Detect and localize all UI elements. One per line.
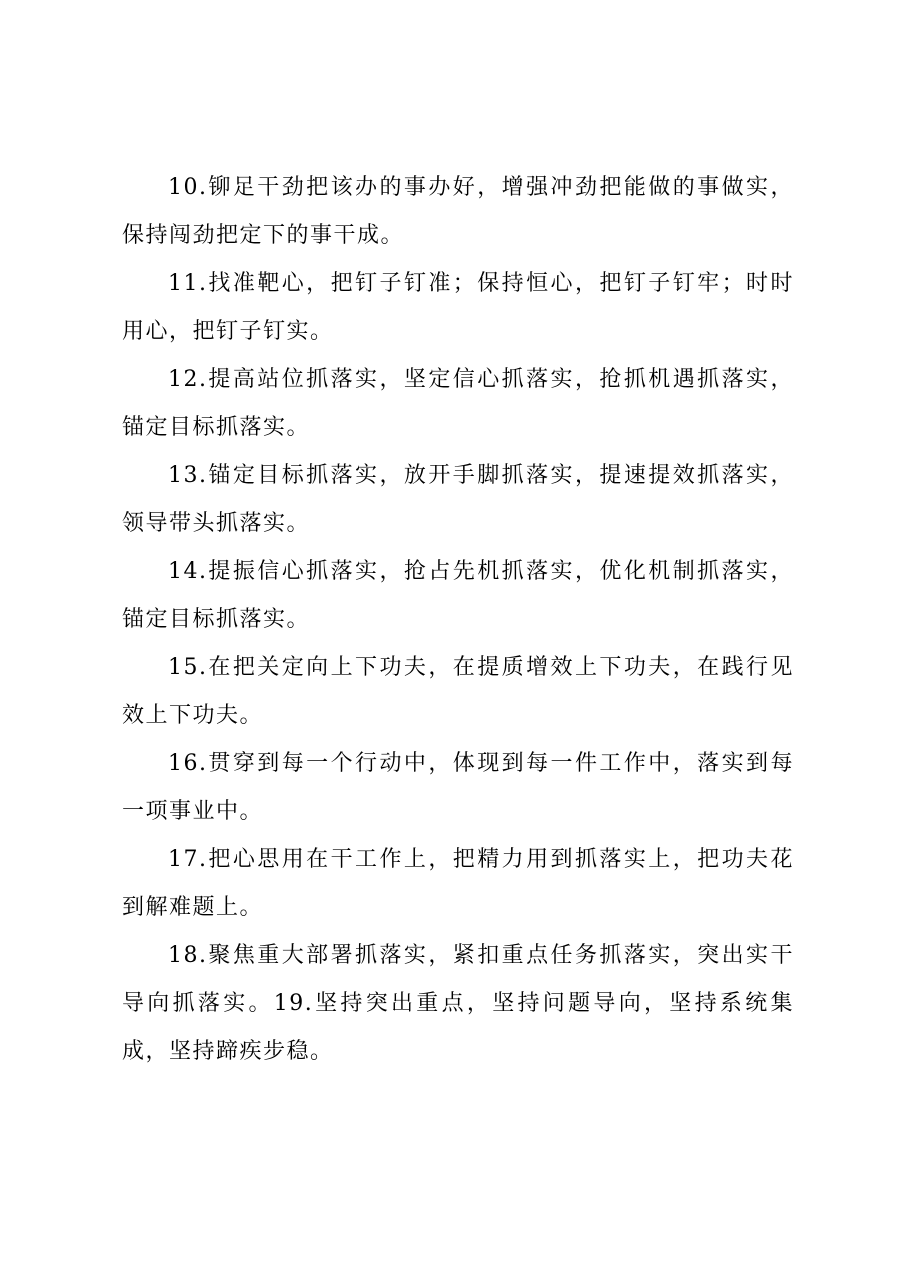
paragraph-16: 16.贯穿到每一个行动中，体现到每一件工作中，落实到每一项事业中。 bbox=[122, 751, 794, 824]
paragraph-13: 13.锚定目标抓落实，放开手脚抓落实，提速提效抓落实，领导带头抓落实。 bbox=[122, 463, 794, 536]
paragraph-15: 15.在把关定向上下功夫，在提质增效上下功夫，在践行见效上下功夫。 bbox=[122, 655, 794, 728]
paragraph-17: 17.把心思用在干工作上，把精力用到抓落实上，把功夫花到解难题上。 bbox=[122, 847, 794, 920]
paragraph-18-19: 18.聚焦重大部署抓落实，紧扣重点任务抓落实，突出实干导向抓落实。19.坚持突出重点，坚持问题导向，坚持系统集成，坚持蹄疾步稳。 bbox=[122, 943, 794, 1064]
paragraph-10: 10.铆足干劲把该办的事办好，增强冲劲把能做的事做实，保持闯劲把定下的事干成。 bbox=[122, 175, 794, 248]
paragraph-11: 11.找准靶心，把钉子钉准；保持恒心，把钉子钉牢；时时用心，把钉子钉实。 bbox=[122, 271, 794, 344]
paragraph-14: 14.提振信心抓落实，抢占先机抓落实，优化机制抓落实，锚定目标抓落实。 bbox=[122, 559, 794, 632]
document-body bbox=[122, 164, 794, 1076]
paragraph-12: 12.提高站位抓落实，坚定信心抓落实，抢抓机遇抓落实，锚定目标抓落实。 bbox=[122, 367, 794, 440]
